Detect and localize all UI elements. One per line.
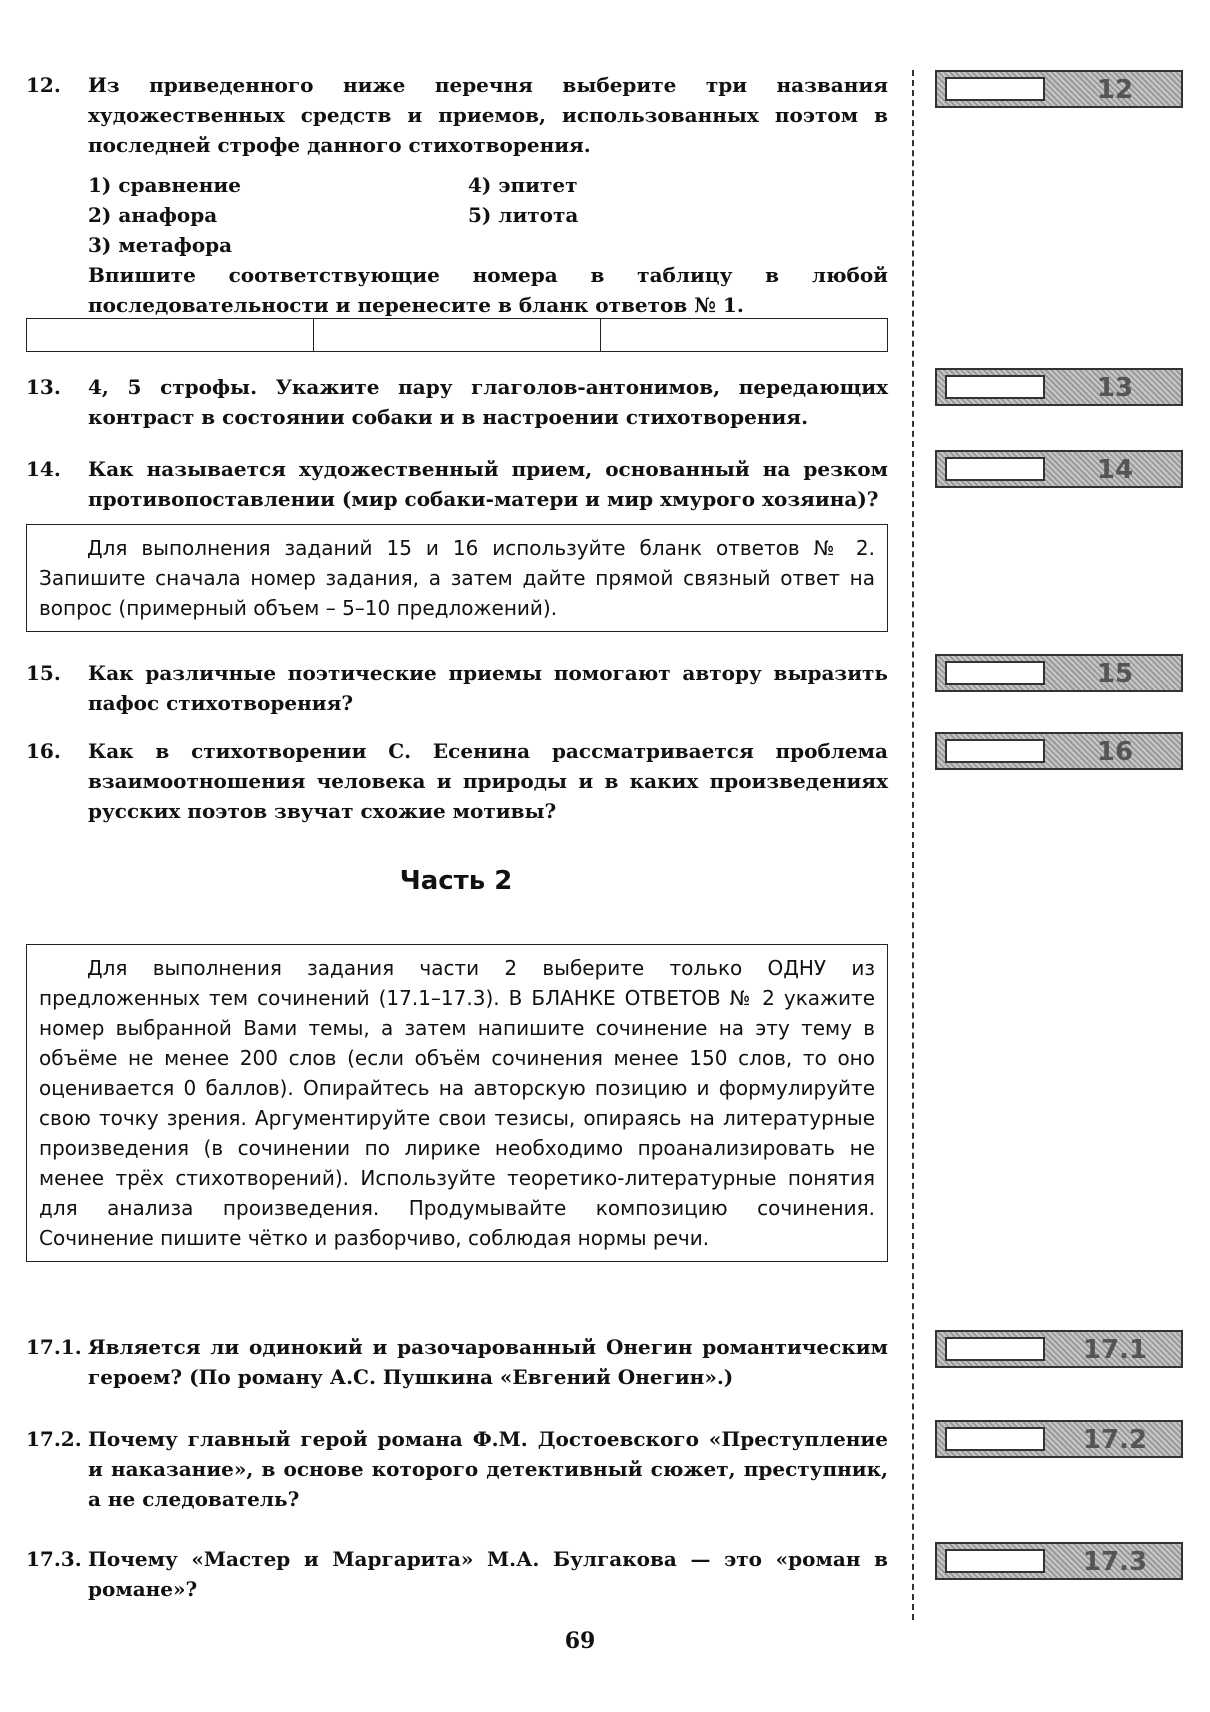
answer-tag-label: 12	[1096, 75, 1134, 105]
answer-cell-2[interactable]	[314, 319, 601, 351]
answer-tag-12[interactable]	[935, 70, 1183, 108]
answer-blank[interactable]	[945, 1427, 1045, 1451]
essay-instruction-box	[26, 944, 888, 1262]
question-number: 16.	[26, 739, 61, 763]
question-12-instruction	[26, 260, 888, 320]
question-text: Почему главный герой романа Ф.М. Достоевского «Преступление и наказание», в основе которого детективный сюжет, преступник, а не следователь?	[88, 1427, 888, 1511]
cut-line	[912, 70, 914, 1620]
answer-blank[interactable]	[945, 1337, 1045, 1361]
question-17-3	[26, 1544, 888, 1604]
answer-tag-label: 14	[1096, 455, 1134, 485]
answer-tag-17-1[interactable]	[935, 1330, 1183, 1368]
option-5: 5) литота	[468, 203, 579, 227]
answer-tag-label: 17.1	[1082, 1335, 1148, 1365]
answer-tag-label: 17.3	[1082, 1547, 1148, 1577]
question-text: 4, 5 строфы. Укажите пару глаголов-антонимов, передающих контраст в состоянии собаки и в настроении стихотворения.	[88, 375, 888, 429]
question-16	[26, 736, 888, 826]
question-text: Как различные поэтические приемы помогают автору выразить пафос стихотворения?	[88, 661, 888, 715]
answer-blank[interactable]	[945, 457, 1045, 481]
answer-tag-label: 17.2	[1082, 1425, 1148, 1455]
answer-cell-3[interactable]	[601, 319, 887, 351]
answer-tag-label: 13	[1096, 373, 1134, 403]
part-2-heading: Часть 2	[399, 866, 513, 896]
instruction-box-text: Для выполнения заданий 15 и 16 используйте бланк ответов № 2. Запишите сначала номер задания, а затем дайте прямой связный ответ на вопрос (примерный объем – 5–10 предложений).	[39, 536, 875, 620]
answer-tag-17-3[interactable]	[935, 1542, 1183, 1580]
answer-tag-label: 16	[1096, 737, 1134, 767]
option-4: 4) эпитет	[468, 173, 578, 197]
answer-blank[interactable]	[945, 77, 1045, 101]
page-number: 69	[564, 1628, 596, 1654]
answer-tag-17-2[interactable]	[935, 1420, 1183, 1458]
answer-table[interactable]	[26, 318, 888, 352]
question-17-1	[26, 1332, 888, 1392]
instruction-text: Впишите соответствующие номера в таблицу в любой последовательности и перенесите в бланк ответов № 1.	[88, 263, 888, 317]
answer-tag-13[interactable]	[935, 368, 1183, 406]
question-number: 17.2.	[26, 1427, 82, 1451]
options-list	[88, 170, 788, 260]
option-2: 2) анафора	[88, 203, 218, 227]
instruction-box	[26, 524, 888, 632]
question-number: 12.	[26, 73, 61, 97]
question-text: Как в стихотворении С. Есенина рассматривается проблема взаимоотношения человека и природы и в каких произведениях русских поэтов звучат схожие мотивы?	[88, 739, 888, 823]
question-13	[26, 372, 888, 432]
question-number: 17.3.	[26, 1547, 82, 1571]
option-3: 3) метафора	[88, 233, 233, 257]
answer-cell-1[interactable]	[27, 319, 314, 351]
question-text: Из приведенного ниже перечня выберите три названия художественных средств и приемов, использованных поэтом в последней строфе данного стихотворения.	[88, 73, 888, 157]
answer-blank[interactable]	[945, 375, 1045, 399]
question-text: Как называется художественный прием, основанный на резком противопоставлении (мир собаки-матери и мир хмурого хозяина)?	[88, 457, 888, 511]
answer-tag-label: 15	[1096, 659, 1134, 689]
question-number: 17.1.	[26, 1335, 82, 1359]
essay-instruction-text: Для выполнения задания части 2 выберите только ОДНУ из предложенных тем сочинений (17.1–17.3). В БЛАНКЕ ОТВЕТОВ № 2 укажите номер выбранной Вами темы, а затем напишите сочинение на эту тему в объёме не менее 200 слов (если объём сочинения менее 150 слов, то оно оценивается 0 баллов). Опирайтесь на авторскую позицию и формулируйте свою точку зрения. Аргументируйте свои тезисы, опираясь на литературные произведения (в сочинении по лирике необходимо проанализировать не менее трёх стихотворений). Используйте теоретико-литературные понятия для анализа произведения. Продумывайте композицию сочинения. Сочинение пишите чётко и разборчиво, соблюдая нормы речи.	[39, 956, 875, 1250]
question-number: 15.	[26, 661, 61, 685]
answer-blank[interactable]	[945, 661, 1045, 685]
question-17-2	[26, 1424, 888, 1514]
answer-tag-16[interactable]	[935, 732, 1183, 770]
answer-tag-15[interactable]	[935, 654, 1183, 692]
question-14	[26, 454, 888, 514]
answer-blank[interactable]	[945, 739, 1045, 763]
question-number: 14.	[26, 457, 61, 481]
answer-tag-14[interactable]	[935, 450, 1183, 488]
question-text: Почему «Мастер и Маргарита» М.А. Булгакова — это «роман в романе»?	[88, 1547, 888, 1601]
answer-blank[interactable]	[945, 1549, 1045, 1573]
question-text: Является ли одинокий и разочарованный Онегин романтическим героем? (По роману А.С. Пушкина «Евгений Онегин».)	[88, 1335, 888, 1389]
question-number: 13.	[26, 375, 61, 399]
option-1: 1) сравнение	[88, 173, 241, 197]
question-12	[26, 70, 888, 160]
question-15	[26, 658, 888, 718]
